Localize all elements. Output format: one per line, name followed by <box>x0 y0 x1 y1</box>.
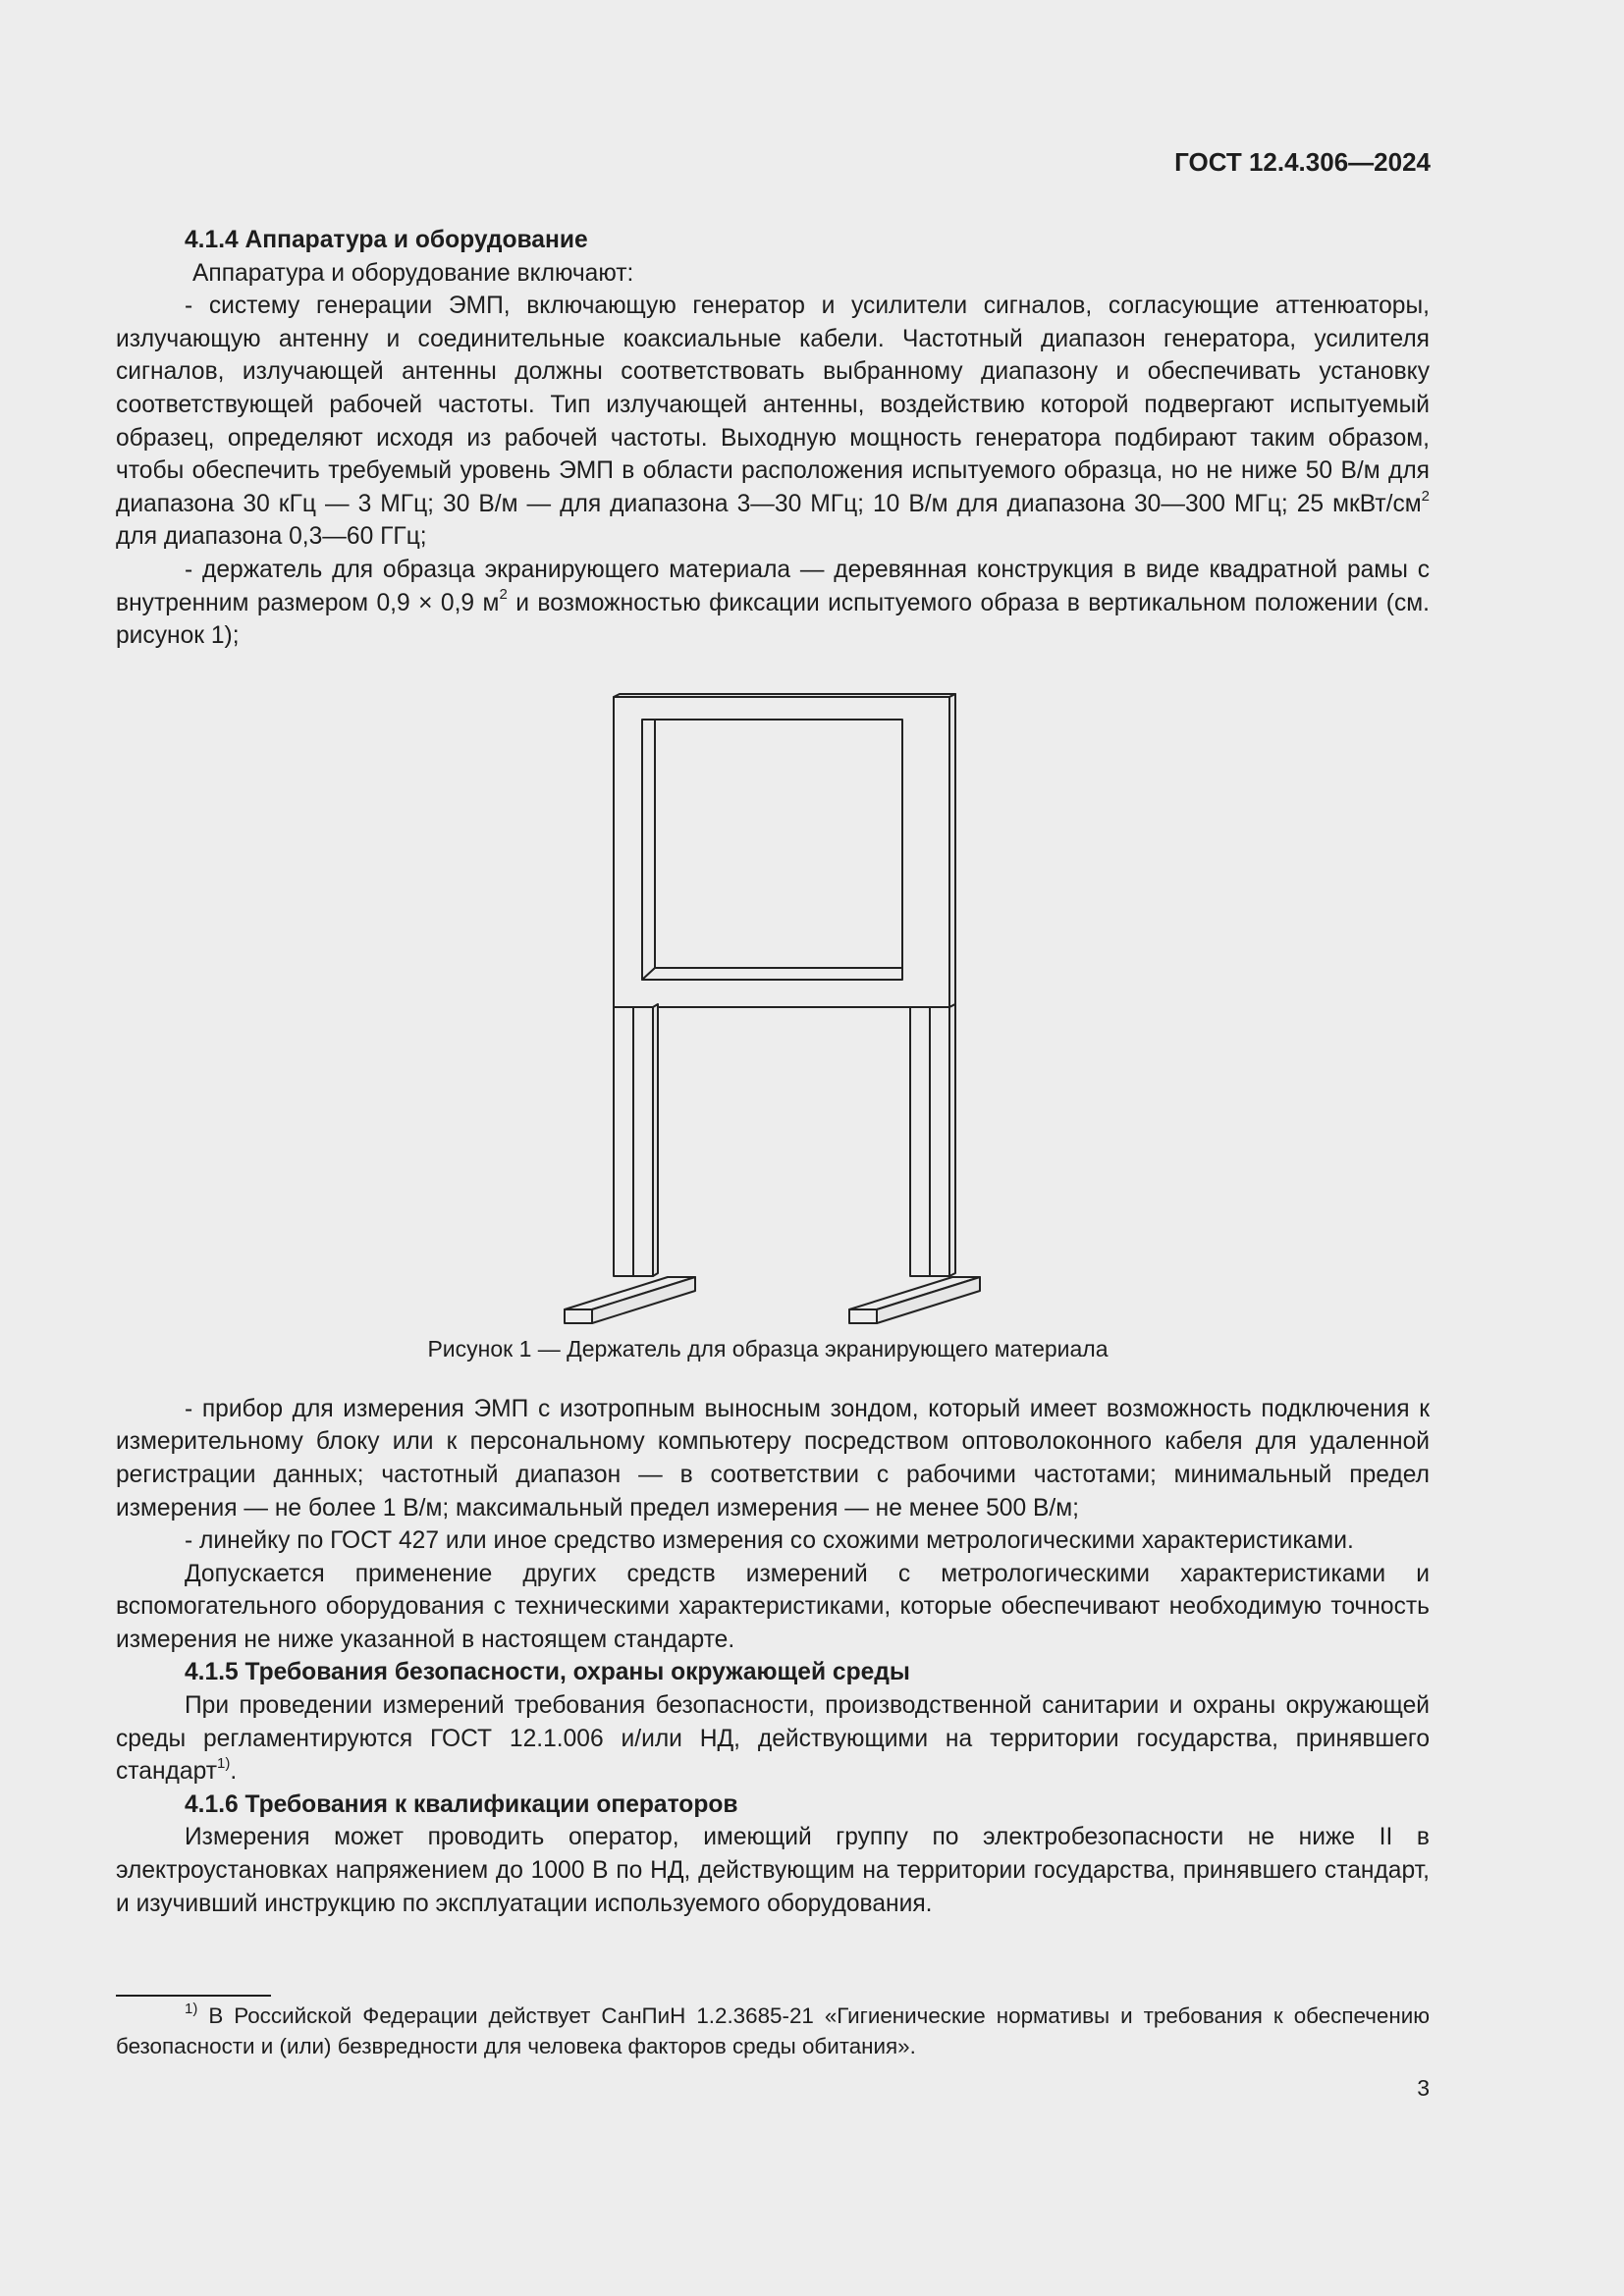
section-heading-4-1-6: 4.1.6 Требования к квалификации операторов <box>185 1790 738 1818</box>
item-emp-generation-system: - систему генерации ЭМП, включающую генератор и усилители сигналов, согласующие аттенюаторы, излучающую антенну и соединительные коаксиальные кабели. Частотный диапазон генератора, усилителя сигналов, излучающей антенны должны соответствовать выбранному диапазону и обеспечивать установку соответствующей рабочей частоты. Тип излучающей антенны, воздействию которой подвергают испытуемый образец, определяют исходя из рабочей частоты. Выходную мощность генератора подбирают таким образом, чтобы обеспечить требуемый уровень ЭМП в области расположения испытуемого образца, но не ниже 50 В/м для диапазона 30 кГц — 3 МГц; 30 В/м — для диапазона 3—30 МГц; 10 В/м для диапазона 30—300 МГц; 25 мкВт/$см^2$ для диапазона 0,3—60 ГГц; <box>116 293 1430 551</box>
figure-1 <box>116 676 1430 1363</box>
paragraph-operator-qualification: Измерения может проводить оператор, имеющий группу по электробезопасности не ниже II в электроустановках напряжением до 1000 В по НД, действующим на территории государства, принявшего стандарт, и изучивший инструкцию по эксплуатации используемого оборудования. <box>116 1824 1430 1917</box>
item-ruler: - линейку по ГОСТ 427 или иное средство измерения со схожими метрологическими характеристиками. <box>185 1527 1354 1555</box>
footnote <box>116 2001 1430 2061</box>
footnote-reference: 1) <box>216 1755 231 1773</box>
page-content <box>116 224 1430 1920</box>
document-header: ГОСТ 12.4.306—2024 <box>1174 147 1431 177</box>
page-number: 3 <box>1417 2075 1430 2101</box>
footnote-text: В Российской Федерации действует СанПиН 1.2.3685-21 «Гигиенические нормативы и требования к обеспечению безопасности и (или) безвредности для человека факторов среды обитания». <box>116 2003 1430 2058</box>
intro-paragraph: Аппаратура и оборудование включают: <box>192 259 634 287</box>
paragraph-alternatives: Допускается применение других средств измерений с метрологическими характеристиками и вспомогательного оборудования с техническими характеристиками, которые обеспечивают необходимую точность измерения не ниже указанной в настоящем стандарте. <box>116 1560 1430 1653</box>
section-heading-4-1-4: 4.1.4 Аппаратура и оборудование <box>185 227 588 253</box>
paragraph-safety: При проведении измерений требования безопасности, производственной санитарии и охраны окружающей среды регламентируются ГОСТ 12.1.006 и/или НД, действующими на территории государства, принявшего стандарт$^{1)}$. <box>116 1692 1430 1786</box>
footnote-marker: 1) <box>185 2000 198 2017</box>
section-heading-4-1-5: 4.1.5 Требования безопасности, охраны окружающей среды <box>185 1659 910 1686</box>
item-emp-meter: - прибор для измерения ЭМП с изотропным выносным зондом, который имеет возможность подключения к измерительному блоку или к персональному компьютеру посредством оптоволоконного кабеля для удаленной регистрации данных; частотный диапазон — в соответствии с рабочими частотами; минимальный предел измерения — не более 1 В/м; максимальный предел измерения — не менее 500 В/м; <box>116 1395 1430 1522</box>
footnote-divider <box>116 1995 271 1997</box>
sample-holder-drawing <box>553 676 985 1324</box>
figure-caption: Рисунок 1 — Держатель для образца экранирующего материала <box>427 1335 1109 1362</box>
item-sample-holder: - держатель для образца экранирующего материала — деревянная конструкция в виде квадратной рамы с внутренним размером 0,9 × 0,9 $м^2$ и возможностью фиксации испытуемого образа в вертикальном положении (см. рисунок 1); <box>116 556 1430 650</box>
